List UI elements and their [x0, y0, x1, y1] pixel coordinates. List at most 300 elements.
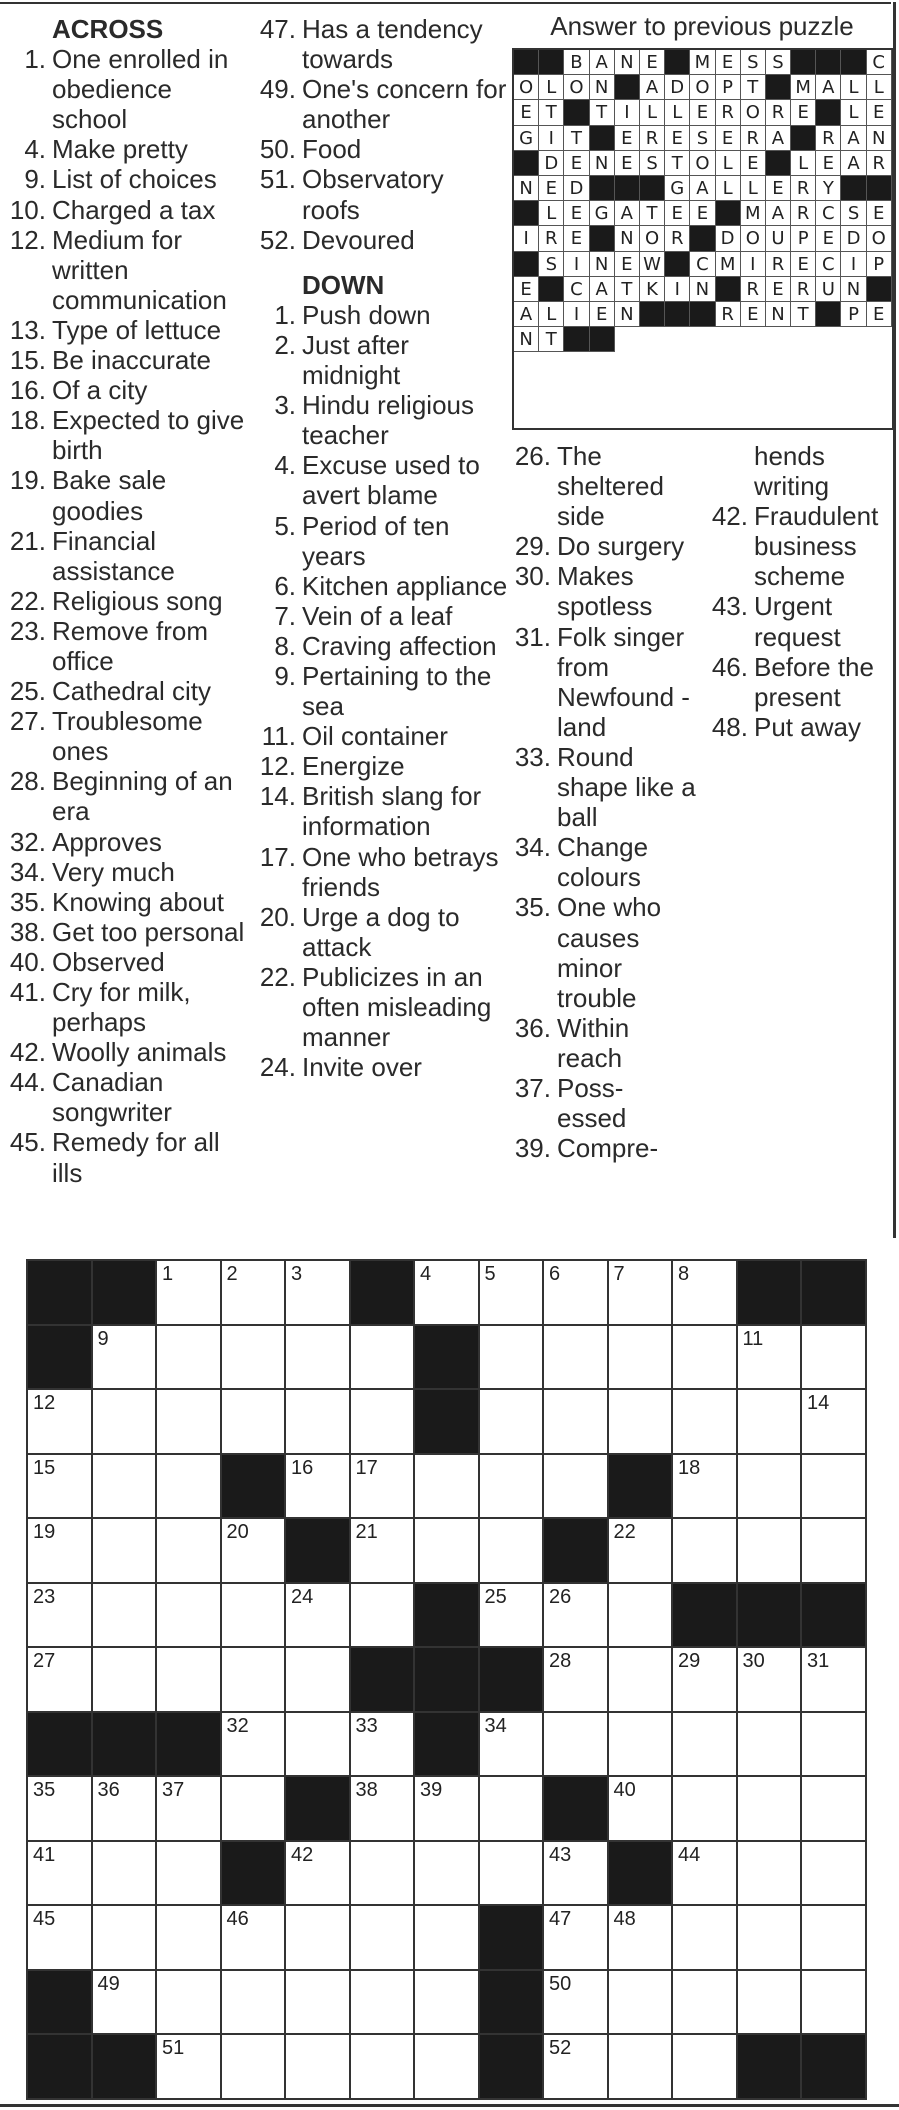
answer-cell[interactable]	[673, 1390, 738, 1455]
across-clue	[3, 225, 253, 315]
cell-number: 46	[226, 1908, 249, 1930]
down-clue	[253, 300, 508, 330]
answer-cell[interactable]	[286, 1326, 351, 1391]
clue-number: 29.	[514, 531, 551, 562]
clue-number: 35.	[9, 886, 46, 917]
answer-cell[interactable]	[415, 1455, 480, 1520]
answer-cell[interactable]	[544, 1906, 609, 1971]
down-clue	[705, 712, 895, 742]
down-clue-list	[253, 300, 508, 1082]
answer-cell[interactable]	[93, 1648, 158, 1713]
answer-cell[interactable]	[222, 1390, 287, 1455]
answer-cell[interactable]	[544, 1584, 609, 1649]
down-clue	[508, 1133, 698, 1163]
previous-letter-cell: O	[867, 226, 892, 251]
answer-cell[interactable]	[157, 1261, 222, 1326]
answer-cell[interactable]	[673, 1842, 738, 1907]
answer-cell[interactable]	[93, 1584, 158, 1649]
clue-number: 17.	[259, 841, 296, 872]
block-cell	[738, 2035, 803, 2100]
previous-letter-cell: E	[791, 252, 816, 277]
answer-cell[interactable]	[157, 1519, 222, 1584]
previous-letter-cell: R	[766, 100, 791, 125]
previous-letter-cell: N	[690, 277, 715, 302]
down-clue	[508, 622, 698, 742]
across-clue	[253, 74, 508, 134]
answer-cell[interactable]	[93, 1326, 158, 1391]
top-rule	[0, 2, 891, 4]
answer-cell[interactable]	[673, 1713, 738, 1778]
clue-number: 9.	[24, 164, 46, 195]
answer-cell[interactable]	[673, 2035, 738, 2100]
answer-cell[interactable]	[673, 1326, 738, 1391]
answer-cell[interactable]	[157, 1455, 222, 1520]
answer-cell[interactable]	[802, 1648, 867, 1713]
clue-text: One enrolled in obedience school	[52, 44, 229, 135]
answer-cell[interactable]	[286, 1713, 351, 1778]
answer-cell[interactable]	[28, 1390, 93, 1455]
answer-cell[interactable]	[286, 1906, 351, 1971]
previous-letter-cell: T	[539, 100, 564, 125]
answer-cell[interactable]	[286, 1648, 351, 1713]
clue-number: 31.	[514, 621, 551, 652]
clue-number: 26.	[514, 441, 551, 471]
across-clue	[3, 315, 253, 345]
clue-text: Change colours	[557, 832, 649, 893]
answer-cell[interactable]	[222, 1777, 287, 1842]
down-clue	[508, 531, 698, 561]
answer-cell[interactable]	[609, 1906, 674, 1971]
cell-number: 4	[420, 1263, 432, 1285]
answer-cell[interactable]	[351, 1519, 416, 1584]
answer-cell[interactable]	[802, 1971, 867, 2036]
previous-letter-cell: L	[716, 151, 741, 176]
previous-letter-cell: E	[716, 126, 741, 151]
answer-cell[interactable]	[802, 1906, 867, 1971]
answer-cell[interactable]	[544, 1326, 609, 1391]
answer-cell[interactable]	[738, 1906, 803, 1971]
across-clue	[3, 195, 253, 225]
answer-cell[interactable]	[222, 1584, 287, 1649]
answer-cell[interactable]	[802, 1455, 867, 1520]
answer-cell[interactable]	[738, 1842, 803, 1907]
answer-cell[interactable]	[544, 1971, 609, 2036]
block-cell	[28, 1713, 93, 1778]
clue-number: 51.	[259, 164, 296, 195]
previous-letter-cell: T	[539, 327, 564, 352]
answer-cell[interactable]	[93, 1971, 158, 2036]
cell-number: 6	[549, 1263, 561, 1285]
block-cell	[93, 1261, 158, 1326]
answer-cell[interactable]	[93, 1455, 158, 1520]
across-clue	[3, 586, 253, 616]
answer-cell[interactable]	[738, 1455, 803, 1520]
answer-cell[interactable]	[93, 1777, 158, 1842]
clue-number: 52.	[259, 224, 296, 255]
answer-cell[interactable]	[28, 1519, 93, 1584]
block-cell	[415, 1326, 480, 1391]
across-clue	[3, 706, 253, 766]
previous-letter-cell: I	[564, 302, 589, 327]
answer-cell[interactable]	[286, 1971, 351, 2036]
answer-cell[interactable]	[222, 1519, 287, 1584]
block-cell	[415, 1648, 480, 1713]
answer-cell[interactable]	[157, 1326, 222, 1391]
previous-letter-cell: R	[640, 126, 665, 151]
down-clue	[508, 561, 698, 621]
down-clue	[253, 450, 508, 510]
previous-letter-cell: S	[741, 50, 766, 75]
answer-cell[interactable]	[544, 1455, 609, 1520]
answer-cell[interactable]	[738, 1713, 803, 1778]
answer-cell[interactable]	[609, 1584, 674, 1649]
answer-cell[interactable]	[802, 1326, 867, 1391]
across-clue	[3, 977, 253, 1037]
clue-text: List of choices	[52, 164, 217, 195]
clue-text: Devoured	[302, 224, 415, 255]
clue-number: 22.	[259, 961, 296, 992]
answer-cell[interactable]	[28, 1906, 93, 1971]
answer-cell[interactable]	[222, 1971, 287, 2036]
cell-number: 8	[678, 1263, 690, 1285]
previous-letter-cell: S	[690, 126, 715, 151]
answer-cell[interactable]	[157, 1906, 222, 1971]
previous-letter-cell: R	[867, 151, 892, 176]
answer-cell[interactable]	[351, 1971, 416, 2036]
previous-block-cell	[590, 176, 615, 201]
across-clue-list-continued	[253, 14, 508, 255]
answer-cell[interactable]	[480, 1455, 545, 1520]
answer-cell[interactable]	[157, 1842, 222, 1907]
previous-letter-cell: E	[665, 126, 690, 151]
previous-letter-cell: N	[590, 151, 615, 176]
previous-block-cell	[514, 50, 539, 75]
cell-number: 31	[807, 1650, 830, 1672]
answer-cell[interactable]	[415, 1261, 480, 1326]
previous-letter-cell: L	[841, 75, 866, 100]
answer-cell[interactable]	[609, 1519, 674, 1584]
answer-cell[interactable]	[286, 1842, 351, 1907]
answer-cell[interactable]	[286, 1584, 351, 1649]
previous-letter-cell: L	[867, 75, 892, 100]
answer-cell[interactable]	[222, 2035, 287, 2100]
previous-letter-cell: I	[841, 252, 866, 277]
previous-letter-cell: K	[640, 277, 665, 302]
answer-cell[interactable]	[415, 1906, 480, 1971]
answer-cell[interactable]	[609, 2035, 674, 2100]
answer-cell[interactable]	[286, 2035, 351, 2100]
previous-letter-cell: N	[615, 226, 640, 251]
answer-cell[interactable]	[609, 1713, 674, 1778]
across-clue	[3, 887, 253, 917]
previous-letter-cell: D	[716, 226, 741, 251]
clue-number: 38.	[9, 916, 46, 947]
previous-letter-cell: U	[766, 226, 791, 251]
clue-text: Observatory roofs	[302, 164, 444, 225]
previous-block-cell	[590, 226, 615, 251]
down-clue	[508, 892, 698, 1012]
across-clue	[3, 164, 253, 194]
answer-cell[interactable]	[673, 1648, 738, 1713]
answer-cell[interactable]	[480, 1584, 545, 1649]
answer-cell[interactable]	[609, 1648, 674, 1713]
previous-letter-cell: E	[867, 302, 892, 327]
previous-letter-cell: R	[716, 100, 741, 125]
previous-letter-cell: C	[816, 252, 841, 277]
previous-letter-cell: L	[539, 302, 564, 327]
clue-text: Remedy for all ills	[52, 1127, 220, 1188]
previous-block-cell	[867, 277, 892, 302]
block-cell	[351, 1648, 416, 1713]
answer-cell[interactable]	[609, 1261, 674, 1326]
cell-number: 50	[549, 1972, 572, 1995]
clue-text: Just after midnight	[302, 329, 409, 391]
answer-cell[interactable]	[28, 1842, 93, 1907]
clue-text: One who causes minor trouble	[557, 892, 662, 1013]
answer-cell[interactable]	[673, 1906, 738, 1971]
previous-letter-cell: T	[640, 201, 665, 226]
answer-cell[interactable]	[351, 1842, 416, 1907]
down-clues-column-4	[705, 441, 895, 742]
answer-cell[interactable]	[351, 1777, 416, 1842]
answer-cell[interactable]	[351, 1713, 416, 1778]
previous-letter-cell: E	[615, 151, 640, 176]
previous-letter-cell: E	[590, 302, 615, 327]
answer-cell[interactable]	[673, 1261, 738, 1326]
clue-text: Invite over	[302, 1052, 422, 1083]
clue-text: Beginning of an era	[52, 766, 233, 827]
answer-cell[interactable]	[802, 1777, 867, 1842]
answer-cell[interactable]	[28, 1777, 93, 1842]
answer-cell[interactable]	[673, 1455, 738, 1520]
previous-letter-cell: T	[564, 126, 589, 151]
down-clue	[253, 390, 508, 450]
block-cell	[28, 1326, 93, 1391]
down-clue-list-continued-2	[705, 441, 895, 742]
answer-cell[interactable]	[157, 1584, 222, 1649]
clue-text: Woolly animals	[52, 1037, 227, 1068]
previous-letter-cell: C	[564, 277, 589, 302]
answer-cell[interactable]	[286, 1390, 351, 1455]
cell-number: 18	[678, 1456, 701, 1479]
down-clues-column-3	[508, 441, 698, 1163]
answer-cell[interactable]	[544, 1261, 609, 1326]
cell-number: 7	[613, 1263, 625, 1285]
clue-text: Poss- essed	[557, 1072, 627, 1134]
answer-cell[interactable]	[415, 1971, 480, 2036]
answer-cell[interactable]	[738, 1390, 803, 1455]
answer-cell[interactable]	[802, 1519, 867, 1584]
answer-cell[interactable]	[28, 1584, 93, 1649]
answer-cell[interactable]	[673, 1971, 738, 2036]
previous-letter-cell: S	[640, 151, 665, 176]
block-cell	[738, 1584, 803, 1649]
answer-cell[interactable]	[351, 1906, 416, 1971]
answer-cell[interactable]	[93, 1519, 158, 1584]
clue-number: 8.	[274, 630, 296, 661]
answer-cell[interactable]	[415, 1842, 480, 1907]
answer-cell[interactable]	[544, 1390, 609, 1455]
answer-cell[interactable]	[544, 2035, 609, 2100]
answer-cell[interactable]	[222, 1648, 287, 1713]
clue-text: British slang for information	[302, 781, 482, 842]
cell-number: 27	[33, 1650, 56, 1672]
previous-block-cell	[590, 327, 615, 352]
previous-letter-cell: A	[766, 126, 791, 151]
answer-cell[interactable]	[157, 1390, 222, 1455]
cell-number: 35	[33, 1779, 56, 1801]
previous-letter-cell: P	[841, 302, 866, 327]
answer-cell[interactable]	[738, 1971, 803, 2036]
previous-block-cell	[816, 100, 841, 125]
answer-cell[interactable]	[93, 1842, 158, 1907]
answer-cell[interactable]	[351, 2035, 416, 2100]
previous-letter-cell: C	[867, 50, 892, 75]
answer-cell[interactable]	[480, 1713, 545, 1778]
previous-letter-cell: L	[741, 176, 766, 201]
answer-cell[interactable]	[609, 1326, 674, 1391]
across-clue	[3, 616, 253, 676]
across-clue	[3, 465, 253, 525]
cell-number: 24	[291, 1585, 314, 1608]
down-clue	[253, 842, 508, 902]
answer-cell[interactable]	[544, 1713, 609, 1778]
previous-letter-cell: S	[766, 50, 791, 75]
answer-cell[interactable]	[738, 1519, 803, 1584]
block-cell	[222, 1455, 287, 1520]
clue-number: 44.	[9, 1067, 46, 1098]
answer-cell[interactable]	[738, 1777, 803, 1842]
answer-cell[interactable]	[157, 2035, 222, 2100]
previous-letter-cell: E	[564, 201, 589, 226]
clue-text: Be inaccurate	[52, 345, 211, 376]
answer-cell[interactable]	[222, 1713, 287, 1778]
answer-cell[interactable]	[480, 1777, 545, 1842]
previous-letter-cell: R	[791, 201, 816, 226]
answer-cell[interactable]	[28, 1455, 93, 1520]
answer-cell[interactable]	[157, 1971, 222, 2036]
clue-number: 4.	[274, 450, 296, 481]
answer-cell[interactable]	[222, 1906, 287, 1971]
answer-cell[interactable]	[673, 1519, 738, 1584]
cell-number: 20	[226, 1521, 249, 1543]
answer-cell[interactable]	[544, 1842, 609, 1907]
answer-cell[interactable]	[28, 1648, 93, 1713]
clue-number: 43.	[711, 591, 748, 622]
clue-text: Oil container	[302, 721, 448, 752]
across-clue	[253, 225, 508, 255]
across-clue	[3, 766, 253, 826]
across-clue	[3, 375, 253, 405]
cell-number: 33	[355, 1714, 378, 1737]
down-clue	[253, 601, 508, 631]
answer-cell[interactable]	[609, 1777, 674, 1842]
clue-text: hends writing	[754, 441, 830, 502]
answer-cell[interactable]	[351, 1390, 416, 1455]
down-clue	[253, 962, 508, 1052]
answer-cell[interactable]	[544, 1648, 609, 1713]
previous-letter-cell: R	[791, 277, 816, 302]
answer-cell[interactable]	[351, 1455, 416, 1520]
down-clue	[705, 652, 895, 712]
previous-letter-cell: E	[766, 277, 791, 302]
answer-cell[interactable]	[222, 1261, 287, 1326]
answer-cell[interactable]	[286, 1455, 351, 1520]
previous-letter-cell: R	[665, 226, 690, 251]
answer-cell[interactable]	[480, 1390, 545, 1455]
cell-number: 26	[549, 1585, 572, 1608]
clue-text: Folk singer from Newfound -land	[557, 621, 690, 742]
answer-cell[interactable]	[351, 1584, 416, 1649]
clue-number: 25.	[9, 676, 46, 707]
answer-cell[interactable]	[480, 1519, 545, 1584]
across-clue	[3, 827, 253, 857]
answer-cell[interactable]	[93, 1906, 158, 1971]
clue-text: Do surgery	[557, 531, 685, 562]
clue-number: 10.	[9, 194, 46, 225]
previous-block-cell	[640, 176, 665, 201]
previous-letter-cell: T	[615, 277, 640, 302]
answer-cell[interactable]	[802, 1842, 867, 1907]
previous-letter-cell: D	[564, 176, 589, 201]
answer-cell[interactable]	[802, 1713, 867, 1778]
previous-letter-cell: M	[741, 201, 766, 226]
answer-cell[interactable]	[480, 1326, 545, 1391]
answer-cell[interactable]	[609, 1971, 674, 2036]
clue-number: 21.	[9, 525, 46, 556]
answer-cell[interactable]	[480, 1261, 545, 1326]
answer-cell[interactable]	[157, 1648, 222, 1713]
down-clue	[705, 441, 895, 501]
cell-number: 52	[549, 2037, 572, 2059]
crossword-grid	[26, 1259, 867, 2100]
clue-text: Publicizes in an often misleading manner	[302, 961, 492, 1053]
previous-letter-cell: W	[640, 252, 665, 277]
answer-cell[interactable]	[673, 1777, 738, 1842]
answer-cell[interactable]	[351, 1326, 416, 1391]
clue-text: Hindu religious teacher	[302, 390, 474, 451]
previous-block-cell	[640, 302, 665, 327]
clue-text: Fraudulent business scheme	[754, 501, 879, 592]
previous-block-cell	[841, 50, 866, 75]
answer-cell[interactable]	[609, 1390, 674, 1455]
clue-text: One's concern for another	[302, 74, 507, 135]
clue-number: 32.	[9, 826, 46, 857]
previous-block-cell	[716, 277, 741, 302]
answer-cell[interactable]	[415, 2035, 480, 2100]
previous-letter-cell: L	[665, 100, 690, 125]
answer-cell[interactable]	[286, 1261, 351, 1326]
answer-cell[interactable]	[222, 1326, 287, 1391]
clue-text: Type of lettuce	[52, 314, 222, 345]
block-cell	[28, 1261, 93, 1326]
across-clue	[253, 164, 508, 224]
answer-cell[interactable]	[415, 1519, 480, 1584]
previous-letter-cell: A	[640, 75, 665, 100]
block-cell	[802, 1261, 867, 1326]
cell-number: 17	[355, 1456, 378, 1479]
answer-cell[interactable]	[802, 1390, 867, 1455]
previous-letter-cell: D	[665, 75, 690, 100]
previous-letter-cell: A	[766, 201, 791, 226]
answer-cell[interactable]	[157, 1777, 222, 1842]
answer-cell[interactable]	[415, 1777, 480, 1842]
answer-cell[interactable]	[480, 1842, 545, 1907]
previous-letter-cell: S	[841, 201, 866, 226]
answer-cell[interactable]	[738, 1648, 803, 1713]
answer-cell[interactable]	[738, 1326, 803, 1391]
answer-cell[interactable]	[93, 1390, 158, 1455]
